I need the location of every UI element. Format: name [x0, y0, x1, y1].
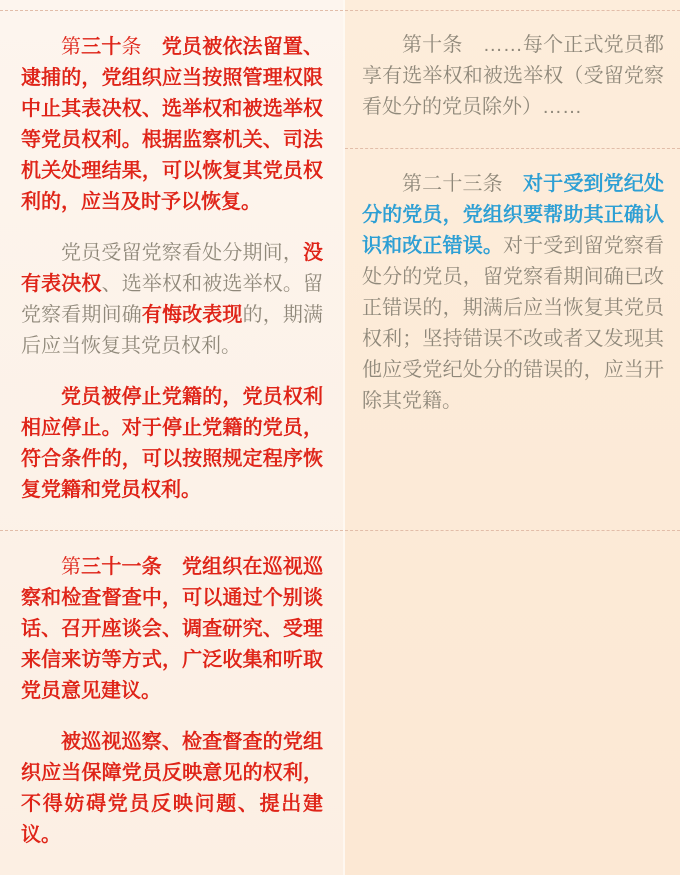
column-old-regulation [343, 0, 680, 875]
paragraph [21, 382, 323, 506]
text-run-red-bold: 党组织在巡视巡察和检查督查中，可以通过个别谈话、召开座谈会、调查研究、受理来信来访等方式，广泛收集和听取党员意见建议。 [21, 556, 324, 702]
text-run-red-bold: 没有表决权 [21, 242, 323, 295]
text-run-red-bold: 有悔改表现 [141, 304, 243, 326]
text-run-gray: 第十条 [402, 34, 463, 56]
text-run-red: 第 [61, 556, 82, 578]
text-run-gray: 第二十三条 [402, 173, 503, 195]
paragraph [21, 727, 323, 851]
article-30-cell [0, 10, 343, 530]
text-run-gray: 、选举权和被选举权。留党察看期间确 [21, 273, 324, 326]
text-run-red-bold: 被巡视巡察、检查督查的党组织应当保障党员反映意见的权利，不得妨碍党员反映问题、提出建议。 [21, 731, 323, 846]
paragraph [21, 552, 323, 707]
text-run-gray: 对于受到留党察看处分的党员，留党察看期间确已改正错误的，期满后应当恢复其党员权利；坚持错误不改或者又发现其他应受党纪处分的错误的，应当开除其党籍。 [362, 235, 664, 412]
article-31-cell [0, 530, 343, 875]
paragraph [21, 238, 323, 362]
text-run-gray: 的，期满后应当恢复其党员权利。 [21, 304, 324, 357]
text-run-blue-bold: 对于受到党纪处分的党员，党组织要帮助其正确认识和改正错误。 [362, 173, 665, 257]
text-run-plain [162, 556, 182, 578]
text-run-red-bold: 党员被依法留置、逮捕的，党组织应当按照管理权限中止其表决权、选举权和被选举权等党员权利。根据监察机关、司法机关处理结果，可以恢复其党员权利的，应当及时予以恢复。 [21, 36, 324, 213]
text-run-red-bold: 三十 [81, 36, 122, 58]
paragraph [21, 32, 323, 218]
text-run-red-bold: 党员被停止党籍的，党员权利相应停止。对于停止党籍的党员，符合条件的，可以按照规定程序恢复党籍和党员权利。 [21, 386, 323, 501]
text-run-plain [503, 173, 523, 195]
text-run-gray: 党员受留党察看处分期间， [61, 242, 303, 264]
article-23-cell [345, 148, 680, 530]
text-run-red-bold: 三十一条 [81, 556, 162, 578]
paragraph [362, 169, 664, 417]
empty-cell [345, 530, 680, 875]
text-run-plain [463, 34, 483, 56]
text-run-red: 条 [121, 36, 142, 58]
text-run-gray: ……每个正式党员都享有选举权和被选举权（受留党察看处分的党员除外）…… [362, 34, 665, 118]
paragraph [362, 30, 664, 123]
text-run-plain [142, 36, 162, 58]
text-run-red: 第 [61, 36, 82, 58]
article-10-cell [345, 10, 680, 148]
